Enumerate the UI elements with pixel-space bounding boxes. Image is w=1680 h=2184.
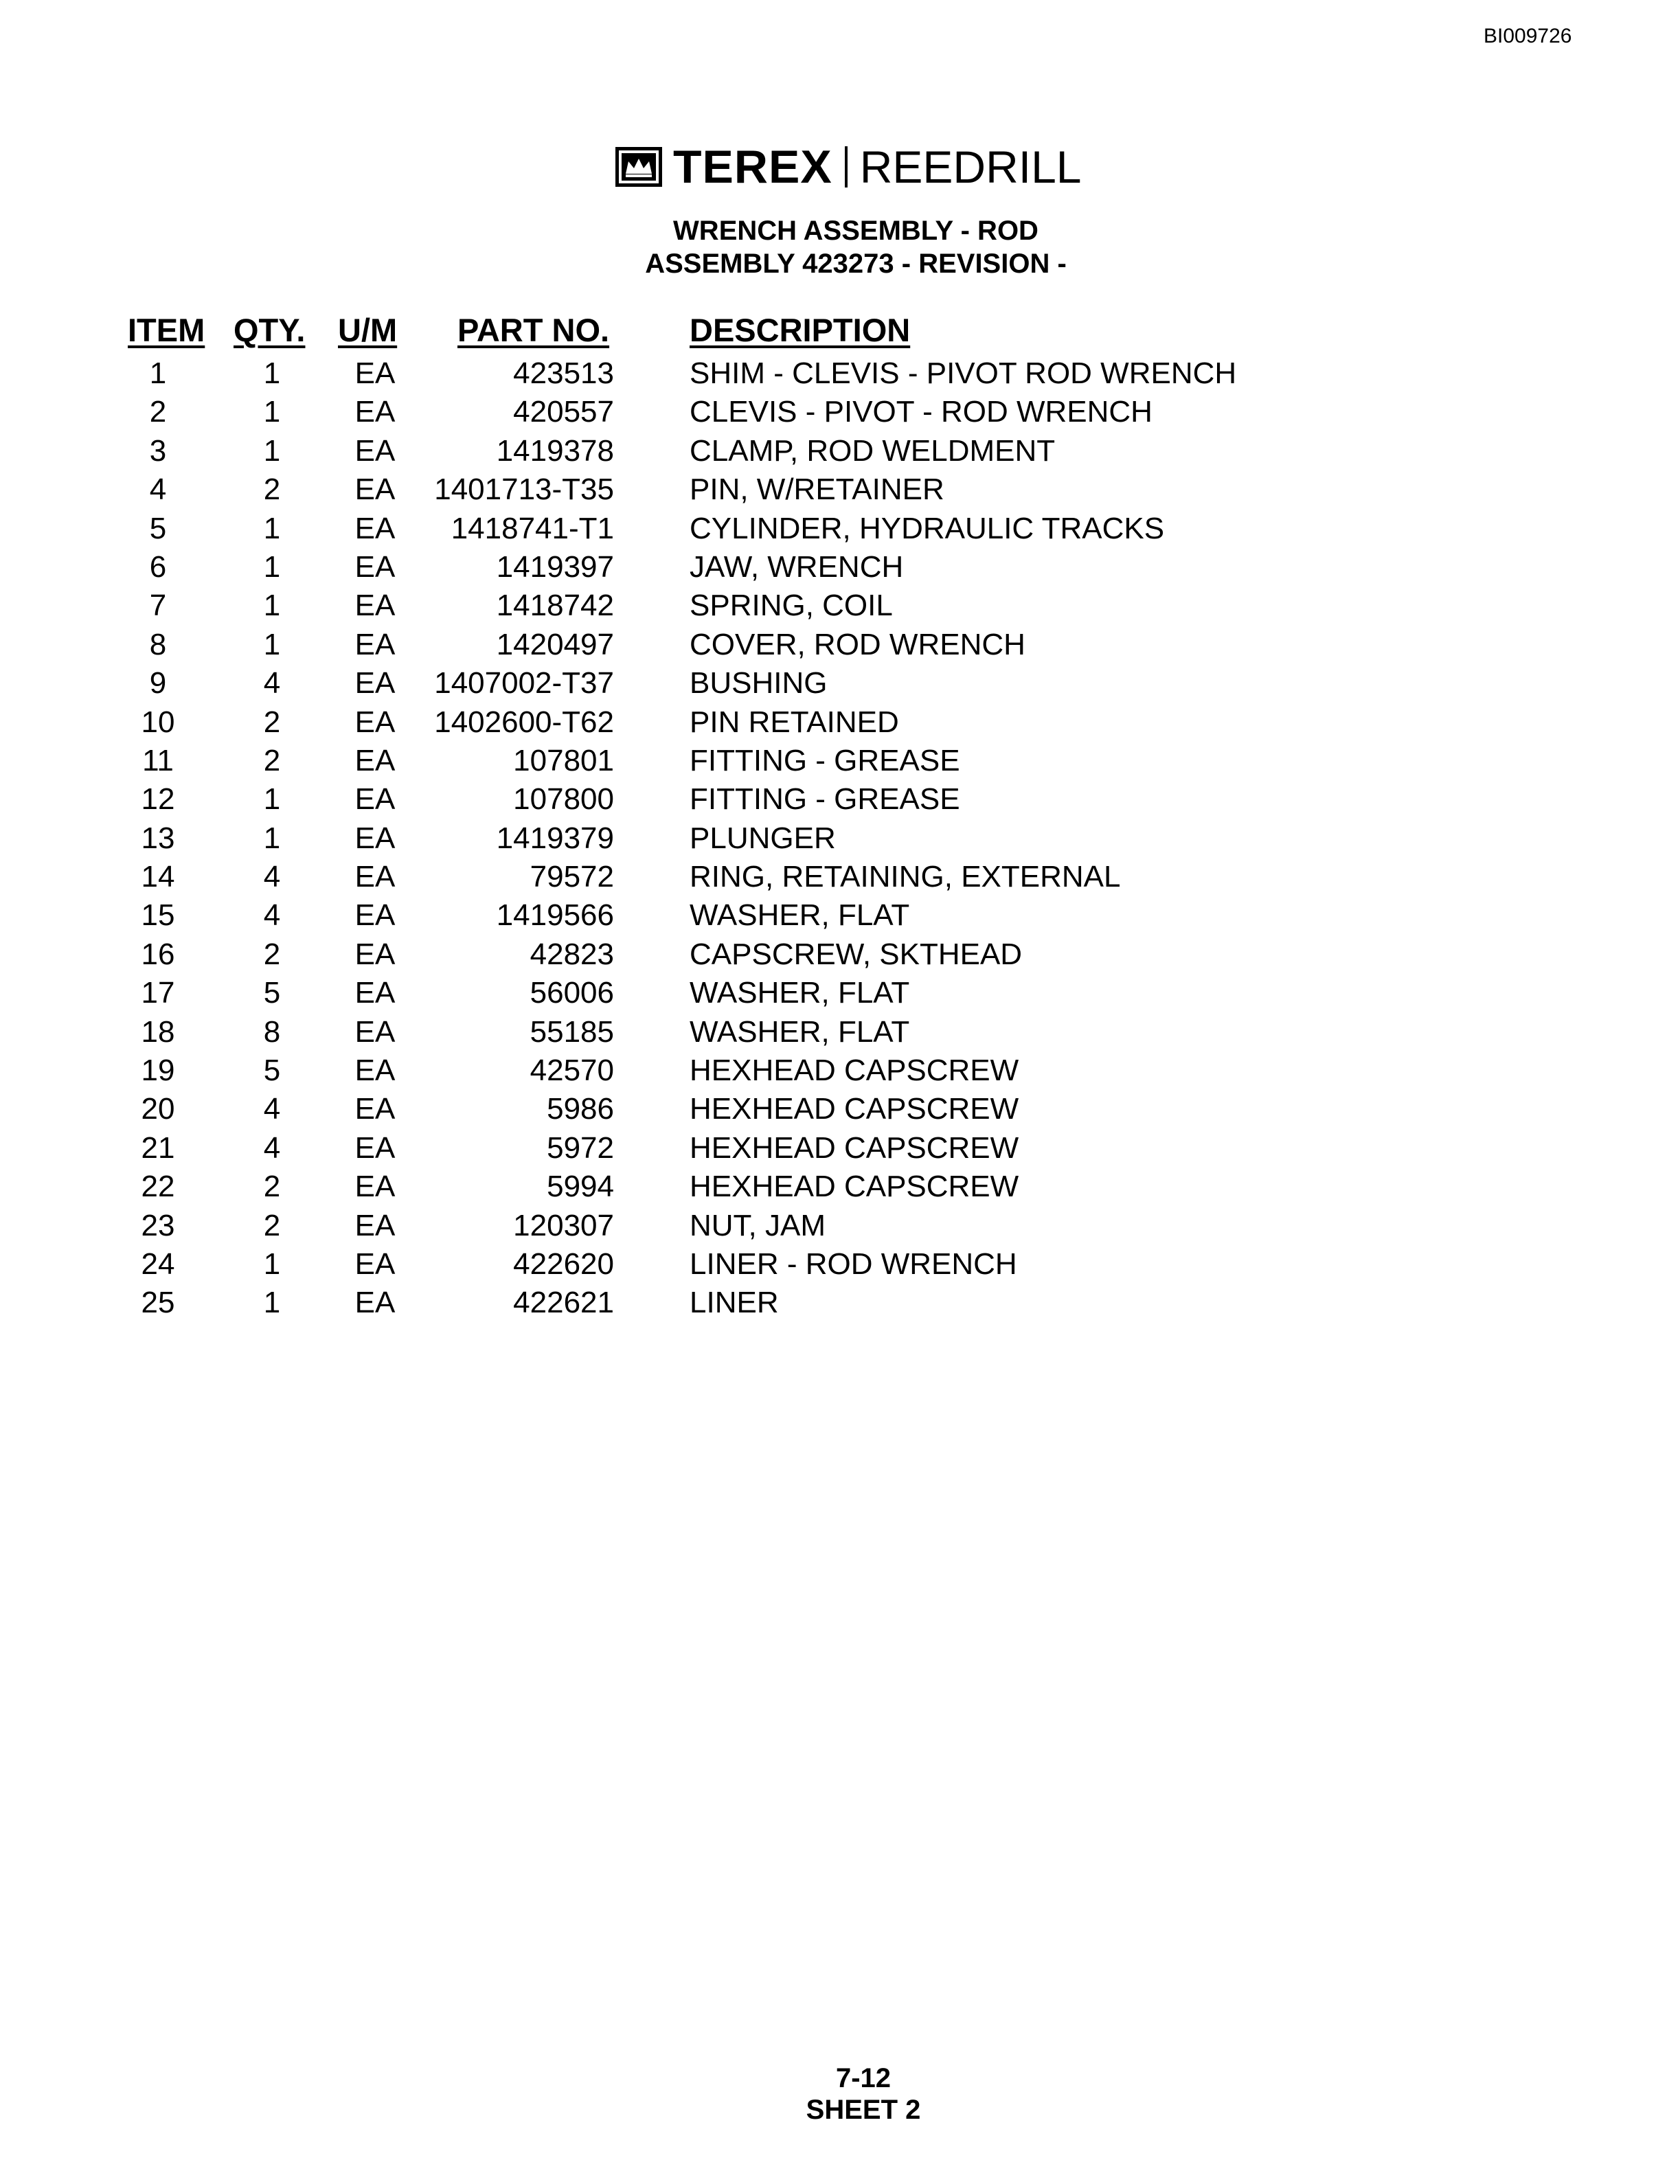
page-number: 7-12 [835, 2063, 892, 2093]
cell-item: 9 [149, 666, 167, 701]
cell-qty: 1 [263, 1247, 281, 1281]
cell-qty: 1 [263, 821, 281, 855]
cell-item: 11 [142, 743, 174, 777]
cell-um: EA [354, 356, 396, 390]
cell-item: 1 [149, 356, 167, 390]
cell-description: LINER - ROD WRENCH [690, 1247, 1017, 1281]
cell-description: PIN RETAINED [690, 705, 899, 739]
cell-part-no: 1419397 [496, 549, 614, 584]
cell-item: 3 [149, 433, 167, 468]
cell-um: EA [354, 666, 396, 701]
cell-part-no: 1419378 [496, 433, 614, 468]
cell-item: 17 [141, 976, 175, 1010]
cell-qty: 2 [263, 1170, 281, 1204]
logo-brand-text: TEREX [673, 141, 832, 193]
cell-um: EA [354, 395, 396, 429]
cell-part-no: 55185 [530, 1014, 614, 1049]
cell-item: 4 [149, 473, 167, 507]
cell-qty: 4 [263, 898, 281, 933]
table-row [0, 1245, 1236, 1284]
column-header-um: U/M [338, 312, 398, 348]
table-row [0, 1013, 1236, 1051]
parts-table-body [0, 354, 1236, 1323]
table-row [0, 587, 1236, 625]
table-row [0, 1207, 1236, 1245]
cell-qty: 1 [263, 589, 281, 623]
cell-qty: 4 [263, 666, 281, 701]
table-row [0, 510, 1236, 548]
cell-item: 18 [141, 1014, 175, 1049]
cell-um: EA [354, 1286, 396, 1320]
cell-qty: 1 [263, 433, 281, 468]
cell-item: 7 [149, 589, 167, 623]
cell-qty: 4 [263, 1092, 281, 1126]
cell-qty: 1 [263, 511, 281, 545]
cell-um: EA [354, 898, 396, 933]
cell-qty: 2 [263, 473, 281, 507]
cell-item: 23 [141, 1208, 175, 1242]
cell-item: 25 [141, 1286, 175, 1320]
cell-part-no: 420557 [513, 395, 614, 429]
cell-um: EA [354, 1130, 396, 1165]
cell-item: 13 [141, 821, 175, 855]
cell-um: EA [354, 1092, 396, 1126]
cell-um: EA [354, 433, 396, 468]
cell-qty: 2 [263, 743, 281, 777]
cell-qty: 1 [263, 356, 281, 390]
cell-qty: 1 [263, 627, 281, 661]
table-row [0, 1090, 1236, 1128]
cell-description: NUT, JAM [690, 1208, 826, 1242]
table-row [0, 432, 1236, 470]
table-row [0, 1284, 1236, 1322]
cell-part-no: 1419566 [496, 898, 614, 933]
cell-description: WASHER, FLAT [690, 898, 910, 933]
table-row [0, 664, 1236, 703]
cell-item: 14 [141, 860, 175, 894]
cell-um: EA [354, 1247, 396, 1281]
page-title: WRENCH ASSEMBLY - ROD [673, 216, 1038, 246]
cell-um: EA [354, 821, 396, 855]
cell-part-no: 5986 [547, 1092, 614, 1126]
cell-part-no: 56006 [530, 976, 614, 1010]
cell-description: RING, RETAINING, EXTERNAL [690, 860, 1121, 894]
cell-part-no: 1418742 [496, 589, 614, 623]
cell-description: WASHER, FLAT [690, 1014, 910, 1049]
cell-description: CAPSCREW, SKTHEAD [690, 937, 1023, 971]
cell-um: EA [354, 1054, 396, 1088]
cell-part-no: 120307 [513, 1208, 614, 1242]
cell-description: SPRING, COIL [690, 589, 893, 623]
cell-item: 19 [141, 1054, 175, 1088]
cell-description: JAW, WRENCH [690, 549, 904, 584]
cell-description: CYLINDER, HYDRAULIC TRACKS [690, 511, 1165, 545]
cell-um: EA [354, 1208, 396, 1242]
cell-item: 5 [149, 511, 167, 545]
cell-item: 15 [141, 898, 175, 933]
sheet-number: SHEET 2 [806, 2095, 921, 2125]
cell-part-no: 1401713-T35 [434, 473, 614, 507]
cell-um: EA [354, 1170, 396, 1204]
cell-description: HEXHEAD CAPSCREW [690, 1130, 1019, 1165]
cell-item: 21 [141, 1130, 175, 1165]
cell-item: 20 [141, 1092, 175, 1126]
column-header-description: DESCRIPTION [690, 312, 911, 348]
cell-part-no: 42570 [530, 1054, 614, 1088]
cell-um: EA [354, 705, 396, 739]
cell-part-no: 42823 [530, 937, 614, 971]
table-row [0, 742, 1236, 780]
cell-qty: 1 [263, 1286, 281, 1320]
cell-item: 8 [149, 627, 167, 661]
cell-qty: 1 [263, 395, 281, 429]
cell-um: EA [354, 473, 396, 507]
cell-part-no: 79572 [530, 860, 614, 894]
table-row [0, 703, 1236, 742]
cell-um: EA [354, 589, 396, 623]
cell-description: COVER, ROD WRENCH [690, 627, 1025, 661]
table-row [0, 974, 1236, 1012]
cell-description: FITTING - GREASE [690, 782, 960, 817]
cell-um: EA [354, 937, 396, 971]
table-row [0, 626, 1236, 664]
document-id: BI009726 [1484, 25, 1572, 47]
cell-part-no: 1418741-T1 [451, 511, 614, 545]
table-row [0, 819, 1236, 858]
table-row [0, 896, 1236, 935]
table-row [0, 393, 1236, 431]
cell-part-no: 422621 [513, 1286, 614, 1320]
cell-qty: 2 [263, 937, 281, 971]
cell-um: EA [354, 743, 396, 777]
cell-qty: 4 [263, 1130, 281, 1165]
cell-item: 2 [149, 395, 167, 429]
cell-item: 6 [149, 549, 167, 584]
cell-part-no: 107800 [513, 782, 614, 817]
table-row [0, 1051, 1236, 1090]
cell-qty: 4 [263, 860, 281, 894]
logo-divider [845, 146, 848, 187]
cell-item: 24 [141, 1247, 175, 1281]
cell-description: PLUNGER [690, 821, 836, 855]
column-header-qty: QTY. [234, 312, 306, 348]
cell-part-no: 5972 [547, 1130, 614, 1165]
column-header-item: ITEM [128, 312, 205, 348]
cell-part-no: 1420497 [496, 627, 614, 661]
table-row [0, 548, 1236, 587]
cell-um: EA [354, 782, 396, 817]
cell-description: HEXHEAD CAPSCREW [690, 1092, 1019, 1126]
cell-qty: 5 [263, 976, 281, 1010]
cell-item: 10 [141, 705, 175, 739]
cell-description: WASHER, FLAT [690, 976, 910, 1010]
cell-description: HEXHEAD CAPSCREW [690, 1054, 1019, 1088]
cell-part-no: 1407002-T37 [434, 666, 614, 701]
terex-reedrill-logo [615, 137, 1082, 196]
table-row [0, 935, 1236, 974]
cell-qty: 1 [263, 782, 281, 817]
cell-description: PIN, W/RETAINER [690, 473, 944, 507]
cell-qty: 2 [263, 1208, 281, 1242]
cell-part-no: 1402600-T62 [434, 705, 614, 739]
cell-description: SHIM - CLEVIS - PIVOT ROD WRENCH [690, 356, 1237, 390]
table-row [0, 780, 1236, 819]
logo-product-text: REEDRILL [859, 141, 1082, 192]
cell-part-no: 1419379 [496, 821, 614, 855]
cell-qty: 2 [263, 705, 281, 739]
cell-part-no: 423513 [513, 356, 614, 390]
cell-description: CLEVIS - PIVOT - ROD WRENCH [690, 395, 1153, 429]
cell-description: BUSHING [690, 666, 828, 701]
cell-part-no: 107801 [513, 743, 614, 777]
cell-um: EA [354, 1014, 396, 1049]
cell-um: EA [354, 549, 396, 584]
cell-um: EA [354, 627, 396, 661]
page-subtitle: ASSEMBLY 423273 - REVISION - [645, 249, 1067, 279]
table-row [0, 470, 1236, 509]
cell-um: EA [354, 511, 396, 545]
cell-um: EA [354, 976, 396, 1010]
table-row [0, 1168, 1236, 1206]
terex-emblem-icon [615, 147, 662, 187]
cell-part-no: 422620 [513, 1247, 614, 1281]
column-header-part-no: PART NO. [457, 312, 610, 348]
cell-description: HEXHEAD CAPSCREW [690, 1170, 1019, 1204]
table-row [0, 354, 1236, 393]
cell-qty: 5 [263, 1054, 281, 1088]
cell-qty: 8 [263, 1014, 281, 1049]
table-row [0, 1129, 1236, 1168]
cell-item: 16 [141, 937, 175, 971]
cell-item: 12 [141, 782, 175, 817]
table-row [0, 858, 1236, 896]
cell-description: CLAMP, ROD WELDMENT [690, 433, 1056, 468]
cell-description: LINER [690, 1286, 779, 1320]
cell-item: 22 [141, 1170, 175, 1204]
cell-qty: 1 [263, 549, 281, 584]
cell-description: FITTING - GREASE [690, 743, 960, 777]
cell-part-no: 5994 [547, 1170, 614, 1204]
cell-um: EA [354, 860, 396, 894]
